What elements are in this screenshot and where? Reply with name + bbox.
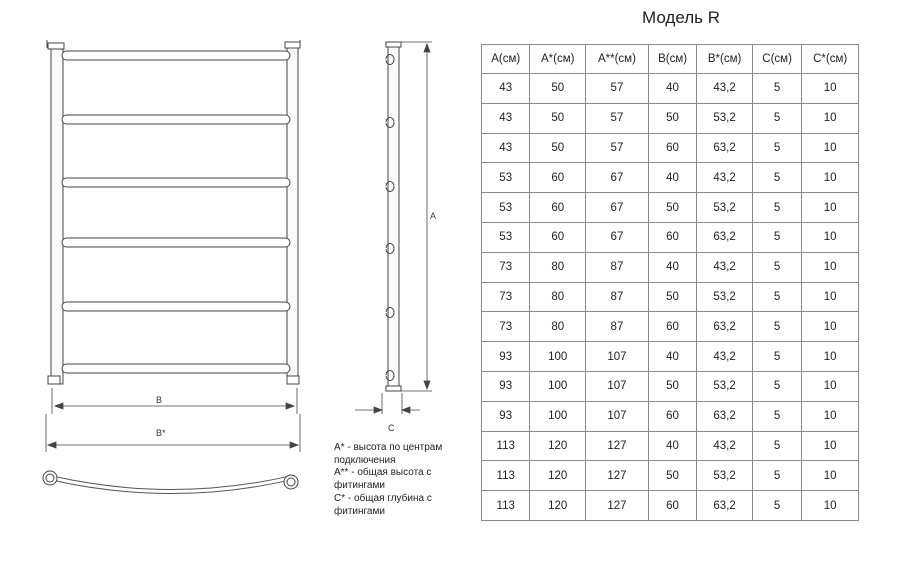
- table-cell: 63,2: [697, 401, 753, 431]
- table-cell: 10: [802, 401, 859, 431]
- table-row: [482, 312, 859, 342]
- table-cell: 100: [530, 371, 586, 401]
- table-cell: 43,2: [697, 431, 753, 461]
- legend-item-a-double-star: A** - общая высота с фитингами: [334, 467, 432, 492]
- table-row: [482, 461, 859, 491]
- table-cell: 120: [530, 461, 586, 491]
- table-cell: 5: [752, 342, 801, 372]
- table-cell: 5: [752, 74, 801, 104]
- table-cell: 60: [648, 133, 696, 163]
- table-cell: 43: [482, 103, 530, 133]
- col-header-b-star: B*(см): [697, 45, 753, 74]
- table-cell: 80: [530, 312, 586, 342]
- col-header-b: B(см): [648, 45, 696, 74]
- table-cell: 43: [482, 74, 530, 104]
- table-cell: 5: [752, 103, 801, 133]
- table-cell: 5: [752, 461, 801, 491]
- spec-table: [481, 44, 859, 521]
- table-cell: 60: [530, 163, 586, 193]
- page-title: Модель R: [642, 8, 721, 27]
- table-cell: 53: [482, 193, 530, 223]
- table-cell: 40: [648, 252, 696, 282]
- table-cell: 53: [482, 163, 530, 193]
- table-cell: 10: [802, 312, 859, 342]
- table-cell: 40: [648, 163, 696, 193]
- table-cell: 73: [482, 252, 530, 282]
- table-row: [482, 431, 859, 461]
- table-cell: 107: [586, 342, 649, 372]
- table-cell: 127: [586, 431, 649, 461]
- table-cell: 113: [482, 461, 530, 491]
- table-cell: 80: [530, 282, 586, 312]
- col-header-a-star: A*(см): [530, 45, 586, 74]
- table-cell: 63,2: [697, 312, 753, 342]
- table-cell: 50: [530, 103, 586, 133]
- table-row: [482, 74, 859, 104]
- table-cell: 53: [482, 222, 530, 252]
- dimension-b: [52, 388, 297, 414]
- table-cell: 10: [802, 133, 859, 163]
- table-cell: 60: [648, 401, 696, 431]
- col-header-c-star: C*(см): [802, 45, 859, 74]
- table-row: [482, 193, 859, 223]
- table-cell: 5: [752, 401, 801, 431]
- table-cell: 10: [802, 461, 859, 491]
- table-cell: 5: [752, 193, 801, 223]
- dim-b-star-label: B*: [156, 428, 166, 438]
- table-cell: 43: [482, 133, 530, 163]
- table-cell: 50: [648, 193, 696, 223]
- table-cell: 5: [752, 312, 801, 342]
- table-cell: 5: [752, 222, 801, 252]
- table-cell: 5: [752, 252, 801, 282]
- table-cell: 93: [482, 342, 530, 372]
- table-cell: 57: [586, 133, 649, 163]
- table-cell: 120: [530, 491, 586, 521]
- table-cell: 80: [530, 252, 586, 282]
- table-row: [482, 163, 859, 193]
- table-cell: 67: [586, 222, 649, 252]
- table-cell: 43,2: [697, 252, 753, 282]
- table-cell: 63,2: [697, 133, 753, 163]
- table-cell: 53,2: [697, 461, 753, 491]
- table-row: [482, 252, 859, 282]
- table-row: [482, 342, 859, 372]
- table-cell: 113: [482, 431, 530, 461]
- table-cell: 40: [648, 74, 696, 104]
- table-cell: 10: [802, 431, 859, 461]
- legend-item-c-star: C* - общая глубина с фитингами: [334, 492, 432, 517]
- table-cell: 127: [586, 491, 649, 521]
- table-cell: 50: [648, 371, 696, 401]
- table-cell: 87: [586, 312, 649, 342]
- table-cell: 5: [752, 371, 801, 401]
- table-cell: 50: [530, 133, 586, 163]
- dim-b-label: B: [156, 395, 163, 405]
- table-cell: 60: [648, 491, 696, 521]
- table-cell: 10: [802, 282, 859, 312]
- table-cell: 10: [802, 342, 859, 372]
- table-row: [482, 103, 859, 133]
- table-cell: 87: [586, 282, 649, 312]
- table-cell: 60: [530, 222, 586, 252]
- table-cell: 5: [752, 163, 801, 193]
- top-view: [43, 471, 298, 492]
- table-cell: 67: [586, 193, 649, 223]
- table-cell: 107: [586, 401, 649, 431]
- table-cell: 127: [586, 461, 649, 491]
- dimension-b-star: [46, 414, 300, 452]
- table-cell: 43,2: [697, 163, 753, 193]
- table-cell: 113: [482, 491, 530, 521]
- table-cell: 93: [482, 401, 530, 431]
- table-body: [482, 74, 859, 521]
- table-cell: 5: [752, 431, 801, 461]
- table-cell: 10: [802, 103, 859, 133]
- table-cell: 107: [586, 371, 649, 401]
- side-view: [386, 42, 401, 391]
- table-cell: 10: [802, 252, 859, 282]
- table-cell: 100: [530, 342, 586, 372]
- table-cell: 53,2: [697, 103, 753, 133]
- table-cell: 40: [648, 431, 696, 461]
- table-cell: 10: [802, 193, 859, 223]
- table-cell: 93: [482, 371, 530, 401]
- table-cell: 43,2: [697, 342, 753, 372]
- table-cell: 10: [802, 491, 859, 521]
- table-cell: 53,2: [697, 371, 753, 401]
- table-cell: 87: [586, 252, 649, 282]
- table-cell: 53,2: [697, 193, 753, 223]
- table-row: [482, 133, 859, 163]
- legend: [334, 442, 484, 518]
- table-cell: 5: [752, 282, 801, 312]
- table-row: [482, 491, 859, 521]
- table-header-row: [482, 45, 859, 74]
- dimension-a: [401, 42, 432, 391]
- table-cell: 63,2: [697, 491, 753, 521]
- table-cell: 57: [586, 103, 649, 133]
- table-cell: 73: [482, 312, 530, 342]
- table-cell: 50: [648, 461, 696, 491]
- table-cell: 40: [648, 342, 696, 372]
- dim-c-label: C: [388, 423, 395, 433]
- legend-item-a-star: A* - высота по центрам подключения: [334, 442, 443, 466]
- table-cell: 10: [802, 163, 859, 193]
- table-cell: 5: [752, 491, 801, 521]
- table-cell: 60: [648, 222, 696, 252]
- table-cell: 10: [802, 74, 859, 104]
- table-cell: 43,2: [697, 74, 753, 104]
- table-cell: 67: [586, 163, 649, 193]
- table-row: [482, 222, 859, 252]
- table-cell: 63,2: [697, 222, 753, 252]
- table-cell: 53,2: [697, 282, 753, 312]
- table-cell: 120: [530, 431, 586, 461]
- table-cell: 50: [648, 103, 696, 133]
- table-cell: 100: [530, 401, 586, 431]
- table-cell: 50: [648, 282, 696, 312]
- table-cell: 60: [530, 193, 586, 223]
- front-view: [47, 40, 300, 384]
- table-cell: 10: [802, 371, 859, 401]
- col-header-a-double-star: A**(см): [586, 45, 649, 74]
- table-row: [482, 401, 859, 431]
- col-header-a: A(см): [482, 45, 530, 74]
- dim-a-label: A: [430, 211, 437, 221]
- table-cell: 60: [648, 312, 696, 342]
- table-cell: 10: [802, 222, 859, 252]
- table-cell: 50: [530, 74, 586, 104]
- rungs: [62, 51, 290, 373]
- table-row: [482, 282, 859, 312]
- col-header-c: C(см): [752, 45, 801, 74]
- table-cell: 5: [752, 133, 801, 163]
- dimension-c: [355, 393, 420, 414]
- table-cell: 57: [586, 74, 649, 104]
- table-cell: 73: [482, 282, 530, 312]
- table-row: [482, 371, 859, 401]
